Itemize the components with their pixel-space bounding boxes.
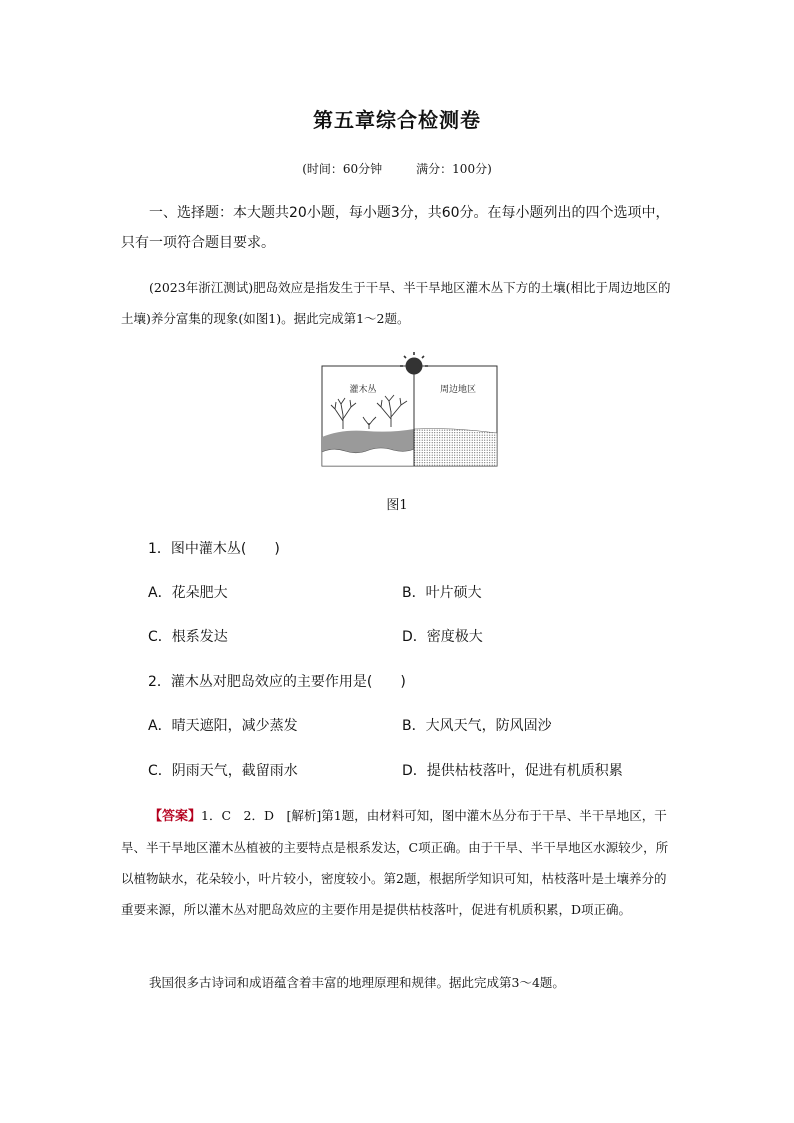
fat-island-figure bbox=[321, 349, 499, 469]
section-intro: 一、选择题：本大题共20小题，每小题3分，共60分。在每小题列出的四个选项中，只有一项符合题目要求。 bbox=[121, 205, 670, 251]
passage-1: (2023年浙江测试)肥岛效应是指发生于干旱、半干旱地区灌木丛下方的土壤(相比于周边地区的土壤)养分富集的现象(如图1)。据此完成第1～2题。 bbox=[121, 280, 671, 326]
question-1-option-a: A．花朵肥大 bbox=[148, 585, 228, 601]
answer-text: 1．C 2．D [解析]第1题，由材料可知，图中灌木丛分布于干旱、半干旱地区，干旱、半干旱地区灌木丛植被的主要特点是根系发达，C项正确。由于干旱、半干旱地区水源较少，所以植物缺水，花朵较小，叶片较小，密度较小。第2题，根据所学知识可知，枯枝落叶是土壤养分的重要来源，所以灌木丛对肥岛效应的主要作用是提供枯枝落叶，促进有机质积累，D项正确。 bbox=[121, 808, 669, 917]
figure-label-shrub: 灌木丛 bbox=[349, 385, 377, 395]
passage-2: 我国很多古诗词和成语蕴含着丰富的地理原理和规律。据此完成第3～4题。 bbox=[149, 975, 565, 990]
question-2-option-a: A．晴天遮阳，减少蒸发 bbox=[148, 718, 298, 734]
surrounding-soil bbox=[414, 429, 497, 467]
question-1-option-c: C．根系发达 bbox=[148, 629, 228, 645]
time-limit: (时间：60分钟 bbox=[302, 162, 383, 176]
exam-meta bbox=[0, 160, 794, 177]
question-2-option-d: D．提供枯枝落叶，促进有机质积累 bbox=[402, 763, 623, 779]
question-1-stem: 1．图中灌木丛( ) bbox=[148, 541, 280, 557]
page-title: 第五章综合检测卷 bbox=[313, 108, 481, 132]
figure-caption: 图1 bbox=[386, 498, 408, 513]
question-2-option-b: B．大风天气，防风固沙 bbox=[402, 718, 552, 734]
question-2-stem: 2．灌木丛对肥岛效应的主要作用是( ) bbox=[148, 674, 406, 690]
answer-block bbox=[121, 800, 671, 925]
figure-label-surrounding: 周边地区 bbox=[439, 385, 477, 395]
question-1-option-b: B．叶片硕大 bbox=[402, 585, 482, 601]
question-2-option-c: C．阴雨天气，截留雨水 bbox=[148, 763, 298, 779]
full-score: 满分：100分) bbox=[416, 162, 492, 176]
answer-tag: 【答案】 bbox=[149, 809, 202, 824]
question-1-option-d: D．密度极大 bbox=[402, 629, 483, 645]
